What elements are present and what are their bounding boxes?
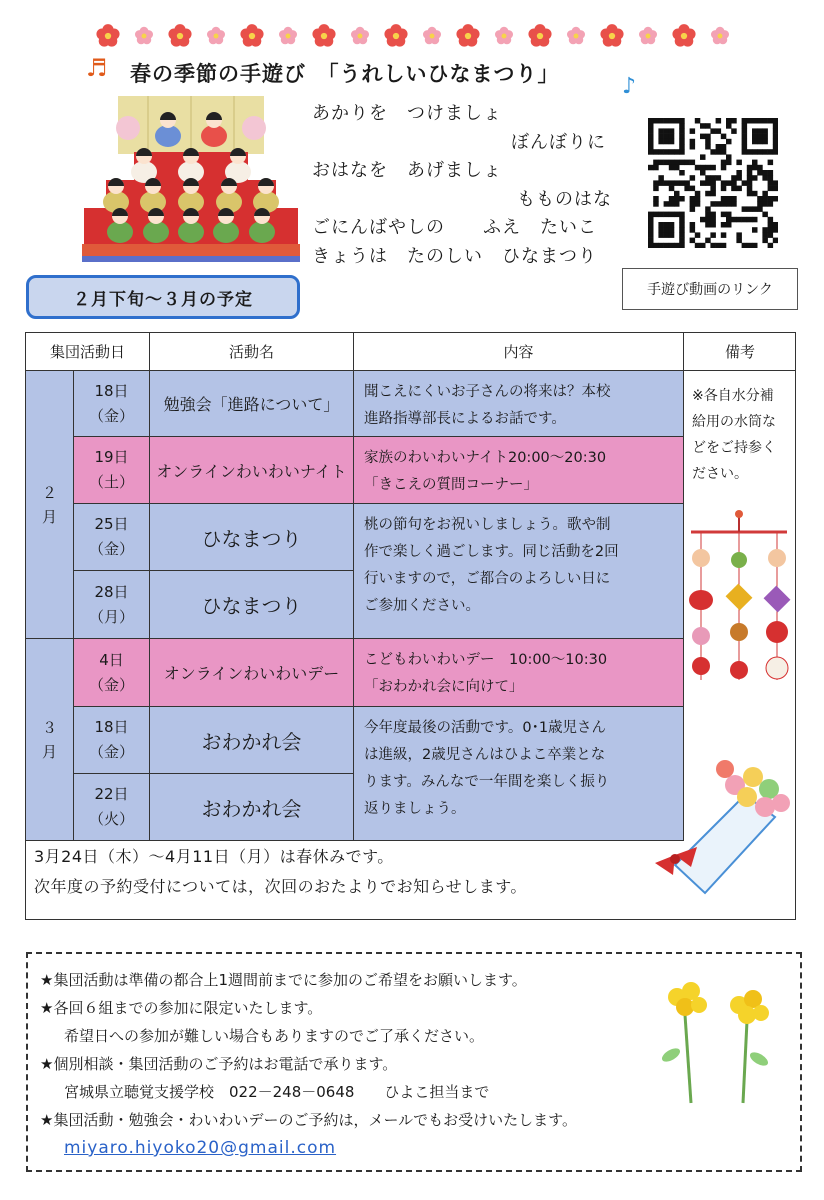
- plum-blossom-icon: [528, 24, 551, 47]
- activity-content: [354, 371, 684, 437]
- content-line: 聞こえにくいお子さんの将来は？本校: [364, 384, 611, 400]
- content-line: ご参加ください。: [364, 598, 480, 614]
- plum-blossom-icon: [207, 27, 225, 45]
- hina-dolls-illustration: [80, 92, 302, 264]
- notice-line: ★集団活動は準備の都合上1週間前までに参加のご希望をお願いします。: [40, 971, 527, 989]
- day: 28日: [94, 582, 129, 601]
- note-line: ※各自水分補: [692, 388, 774, 404]
- content-line: 「きこえの質問コーナー」: [364, 477, 538, 493]
- month-label: ３: [41, 718, 57, 737]
- header-date: 集団活動日: [26, 333, 150, 371]
- month-cell-feb: [26, 371, 74, 639]
- content-line: 行いますので，ご都合のよろしい日に: [364, 571, 611, 587]
- schedule-banner: ２月下旬～３月の予定: [26, 275, 300, 319]
- weekday: （月）: [88, 607, 134, 626]
- content-line: 進路指導部長によるお話です。: [364, 411, 566, 427]
- day: 25日: [94, 515, 129, 533]
- note-line: 給用の水筒な: [692, 414, 776, 430]
- lyric-line: もものはな: [517, 188, 612, 210]
- content-line: 返りましょう。: [364, 801, 466, 817]
- notice-line: 希望日への参加が難しい場合もありますのでご了承ください。: [64, 1027, 485, 1045]
- notice-lines: [40, 966, 577, 1134]
- note-line: ださい。: [692, 466, 748, 482]
- day: 18日: [94, 718, 129, 736]
- day: 18日: [94, 381, 129, 400]
- plum-blossom-icon: [456, 24, 479, 47]
- activity-name: おわかれ会: [150, 707, 354, 774]
- activity-name: おわかれ会: [150, 774, 354, 841]
- month-label: 月: [41, 742, 57, 761]
- song-title: [86, 54, 560, 88]
- weekday: （金）: [88, 743, 134, 761]
- plum-blossom-icon: [639, 27, 657, 45]
- content-line: 桃の節句をお祝いしましょう。歌や制: [364, 517, 611, 533]
- plum-blossom-icon: [351, 27, 369, 45]
- plum-blossom-icon: [672, 24, 695, 47]
- plum-blossom-icon: [600, 24, 623, 47]
- content-line: は進級，2歳児さんはひよこ卒業とな: [364, 747, 606, 763]
- month-label: ２: [41, 483, 57, 502]
- plum-blossom-icon: [567, 27, 585, 45]
- weekday: （火）: [88, 810, 134, 828]
- date-cell: [74, 504, 150, 571]
- activity-content: [354, 504, 684, 639]
- date-cell: [74, 371, 150, 437]
- footer-line: 次年度の予約受付については，次回のおたよりでお知らせします。: [34, 877, 527, 896]
- flower-garland: [90, 18, 740, 54]
- footer-line: 3月24日（木）～4月11日（月）は春休みです。: [34, 847, 394, 866]
- content-line: 家族のわいわいナイト20:00～20:30: [364, 450, 607, 466]
- weekday: （金）: [88, 406, 134, 425]
- activity-name: オンラインわいわいデー: [150, 639, 354, 707]
- lyric-line: きょうは たのしい ひなまつり: [312, 245, 597, 267]
- content-line: 「おわかれ会に向けて」: [364, 679, 524, 695]
- date-cell: [74, 639, 150, 707]
- lyric-line: あかりを つけましょ: [312, 103, 502, 124]
- notice-line: ★各回６組までの参加に限定いたします。: [40, 999, 323, 1017]
- month-cell-mar: [26, 639, 74, 841]
- activity-name: ひなまつり: [150, 571, 354, 639]
- tsurushi-bina-ornament: [683, 510, 795, 690]
- plum-blossom-icon: [711, 27, 729, 45]
- activity-content: [354, 639, 684, 707]
- notice-line: 宮城県立聴覚支援学校 022－248－0648 ひよこ担当まで: [64, 1083, 490, 1101]
- plum-blossom-icon: [240, 24, 263, 47]
- content-line: 今年度最後の活動です。0･1歳児さん: [364, 720, 607, 736]
- plum-blossom-icon: [168, 24, 191, 47]
- email-link[interactable]: miyaro.hiyoko20@gmail.com: [64, 1138, 337, 1158]
- table-footer-note: [34, 842, 527, 902]
- content-line: 作で楽しく過ごします。同じ活動を2回: [364, 544, 619, 560]
- plum-blossom-icon: [384, 24, 407, 47]
- header-notes: 備考: [684, 333, 796, 371]
- content-line: こどもわいわいデー 10:00～10:30: [364, 652, 608, 668]
- plum-blossom-icon: [279, 27, 297, 45]
- activity-name: オンラインわいわいナイト: [150, 437, 354, 504]
- qr-code[interactable]: [648, 118, 778, 248]
- content-line: ります。みんなで一年間を楽しく振り: [364, 774, 610, 790]
- day: 22日: [94, 785, 129, 803]
- music-note-icon: ♪: [622, 74, 637, 99]
- date-cell: [74, 774, 150, 841]
- qr-caption: 手遊び動画のリンク: [622, 268, 798, 310]
- lyric-line: ごにんばやしの ふえ たいこ: [312, 217, 597, 238]
- activity-name: ひなまつり: [150, 504, 354, 571]
- bouquet-illustration: [625, 755, 795, 900]
- lyric-line: おはなを あげましょ: [312, 160, 502, 181]
- notice-line: ★個別相談・集団活動のご予約はお電話で承ります。: [40, 1055, 398, 1073]
- plum-blossom-icon: [96, 24, 119, 47]
- song-title-text: 春の季節の手遊び 「うれしいひなまつり」: [130, 62, 560, 86]
- music-note-icon: ♬: [86, 54, 109, 82]
- plum-blossom-icon: [495, 27, 513, 45]
- activity-name: 勉強会「進路について」: [150, 371, 354, 437]
- weekday: （金）: [88, 675, 134, 694]
- weekday: （土）: [88, 473, 134, 491]
- day: 4日: [99, 650, 124, 669]
- header-activity: 活動名: [150, 333, 354, 371]
- weekday: （金）: [88, 540, 134, 558]
- plum-blossom-icon: [423, 27, 441, 45]
- plum-blossom-icon: [312, 24, 335, 47]
- date-cell: [74, 571, 150, 639]
- day: 19日: [94, 448, 129, 466]
- plum-blossom-icon: [135, 27, 153, 45]
- song-lyrics: [312, 100, 612, 271]
- month-label: 月: [41, 507, 57, 526]
- rapeseed-flower-illustration: [655, 975, 785, 1105]
- notice-line: ★集団活動・勉強会・わいわいデーのご予約は，メールでもお受けいたします。: [40, 1111, 577, 1129]
- activity-content: [354, 437, 684, 504]
- date-cell: [74, 437, 150, 504]
- note-line: どをご持参く: [692, 440, 776, 456]
- lyric-line: ぼんぼりに: [511, 131, 606, 153]
- date-cell: [74, 707, 150, 774]
- header-content: 内容: [354, 333, 684, 371]
